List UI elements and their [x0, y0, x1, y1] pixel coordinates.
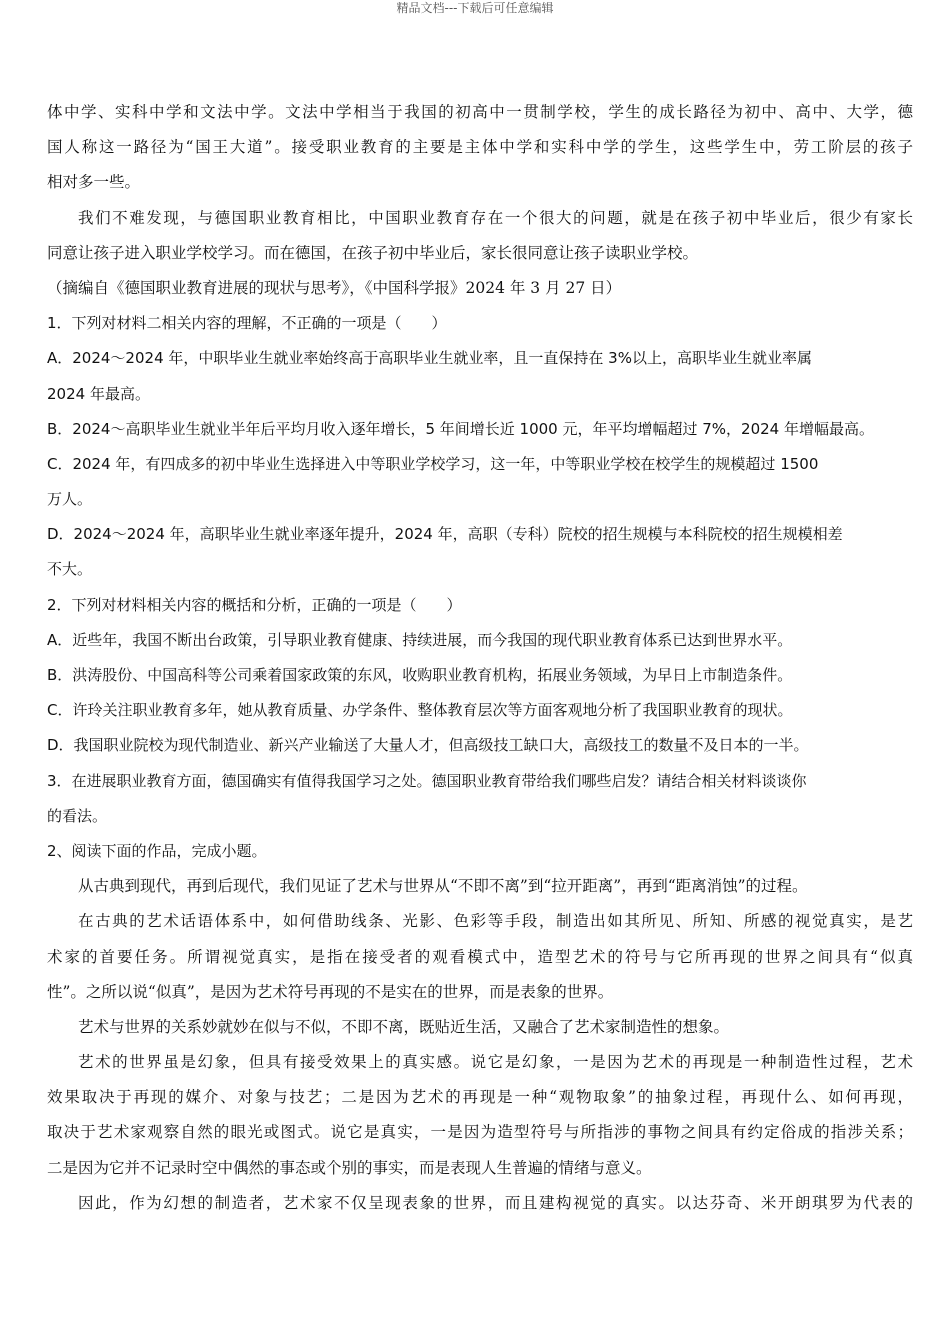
text-line: C．2024 年，有四成多的初中毕业生选择进入中等职业学校学习，这一年，中等职业学校在校学生的规模超过 1500 — [47, 454, 819, 473]
text-line: 2、阅读下面的作品，完成小题。 — [47, 841, 267, 860]
page-header: 精品文档---下载后可任意编辑 — [396, 1, 554, 15]
text-line: 3．在进展职业教育方面，德国确实有值得我国学习之处。德国职业教育带给我们哪些启发？请结合相关材料谈谈你 — [47, 771, 807, 790]
text-line: 二是因为它并不记录时空中偶然的事态或个别的事实，而是表现人生普遍的情绪与意义。 — [47, 1158, 652, 1177]
text-line: 同意让孩子进入职业学校学习。而在德国，在孩子初中毕业后，家长很同意让孩子读职业学校。 — [47, 243, 699, 262]
text-line: 因此，作为幻想的制造者，艺术家不仅呈现表象的世界，而且建构视觉的真实。以达芬奇、米开朗琪罗为代表的 — [78, 1193, 913, 1212]
text-line: 术家的首要任务。所谓视觉真实，是指在接受者的观看模式中，造型艺术的符号与它所再现的世界之间具有“似真 — [47, 947, 913, 966]
text-line: 的看法。 — [47, 806, 108, 825]
text-line: 性”。之所以说“似真”，是因为艺术符号再现的不是实在的世界，而是表象的世界。 — [47, 982, 614, 1001]
text-line: 我们不难发现，与德国职业教育相比，中国职业教育存在一个很大的问题，就是在孩子初中毕业后，很少有家长 — [78, 208, 913, 227]
text-line: 万人。 — [47, 490, 93, 509]
text-line: C．许玲关注职业教育多年，她从教育质量、办学条件、整体教育层次等方面客观地分析了我国职业教育的现状。 — [47, 701, 793, 720]
text-line: A．近些年，我国不断出台政策，引导职业教育健康、持续进展，而今我国的现代职业教育体系已达到世界水平。 — [47, 630, 793, 649]
text-line: 从古典到现代，再到后现代，我们见证了艺术与世界从“不即不离”到“拉开距离”，再到“距离消蚀”的过程。 — [78, 877, 808, 896]
document-body — [47, 95, 913, 1221]
text-line: 体中学、实科中学和文法中学。文法中学相当于我国的初高中一贯制学校，学生的成长路径为初中、高中、大学，德 — [47, 103, 913, 121]
text-line: 不大。 — [47, 560, 93, 579]
text-line: 2024 年最高。 — [47, 384, 150, 403]
text-line: 艺术与世界的关系妙就妙在似与不似，不即不离，既贴近生活，又融合了艺术家制造性的想象。 — [78, 1017, 730, 1036]
text-line: （摘编自《德国职业教育进展的现状与思考》，《中国科学报》2024 年 3 月 27 日） — [47, 278, 622, 297]
text-line: 取决于艺术家观察自然的眼光或图式。说它是真实，一是因为造型符号与所指涉的事物之间具有约定俗成的指涉关系； — [47, 1123, 913, 1142]
text-line: D．2024～2024 年，高职毕业生就业率逐年提升，2024 年，高职（专科）院校的招生规模与本科院校的招生规模相差 — [47, 525, 843, 544]
text-line: 在古典的艺术话语体系中，如何借助线条、光影、色彩等手段，制造出如其所见、所知、所感的视觉真实，是艺 — [78, 912, 913, 931]
text-line: 相对多一些。 — [47, 173, 141, 192]
text-line: A．2024～2024 年，中职毕业生就业率始终高于高职毕业生就业率，且一直保持在 3%以上，高职毕业生就业率属 — [47, 349, 812, 368]
text-line: 国人称这一路径为“国王大道”。接受职业教育的主要是主体中学和实科中学的学生，这些学生中，劳工阶层的孩子 — [47, 138, 913, 157]
text-line: 2．下列对材料相关内容的概括和分析，正确的一项是（ ） — [47, 595, 462, 614]
text-line: 效果取决于再现的媒介、对象与技艺；二是因为艺术的再现是一种“观物取象”的抽象过程，再现什么、如何再现， — [47, 1088, 913, 1107]
text-line: D．我国职业院校为现代制造业、新兴产业输送了大量人才，但高级技工缺口大，高级技工的数量不及日本的一半。 — [47, 736, 809, 755]
text-line: B．洪涛股份、中国高科等公司乘着国家政策的东风，收购职业教育机构，拓展业务领域，为早日上市制造条件。 — [47, 666, 793, 684]
text-line: 1．下列对材料二相关内容的理解，不正确的一项是（ ） — [47, 314, 447, 333]
text-line: B．2024～高职毕业生就业半年后平均月收入逐年增长，5 年间增长近 1000 元，年平均增幅超过 7%，2024 年增幅最高。 — [47, 419, 874, 438]
text-line: 艺术的世界虽是幻象，但具有接受效果上的真实感。说它是幻象，一是因为艺术的再现是一种制造性过程，艺术 — [78, 1053, 913, 1072]
